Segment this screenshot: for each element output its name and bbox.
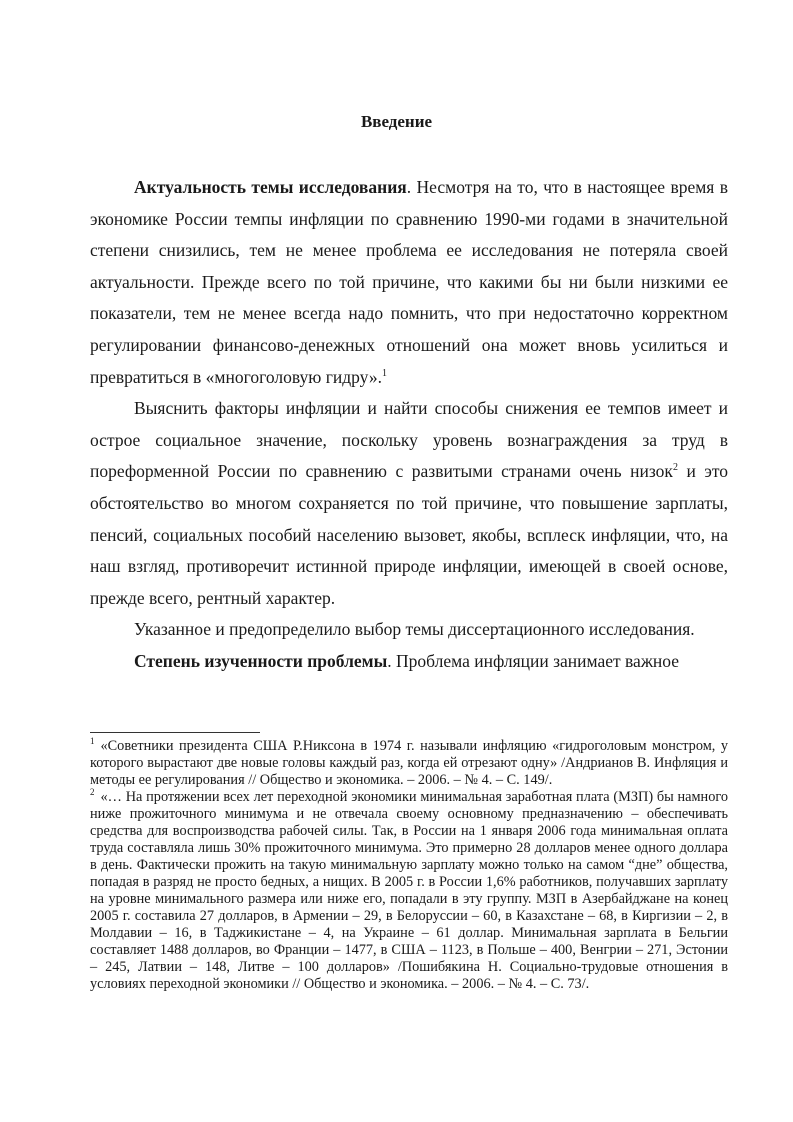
paragraph-factors bbox=[90, 393, 728, 614]
footnote-2-mark: 2 bbox=[90, 787, 95, 798]
footnote-1-text: «Советники президента США Р.Никсона в 1974 г. называли инфляцию «гидроголовым монстром, у которого вырастают две новые головы каждый раз, когда ей отрезают одну» /Андрианов В. Инфляция и методы ее регулирования // Общество и экономика. – 2006. – № 4. – С. 149/. bbox=[90, 738, 728, 788]
factors-text-b: и это обстоятельство во многом сохраняется по той причине, что повышение зарплаты, пенсий, социальных пособий населению вызовет, якобы, всплеск инфляции, что, на наш взгляд, противоречит истинной природе инфляции, имеющей в своей основе, прежде всего, рентный характер. bbox=[90, 461, 728, 608]
factors-text-a: Выяснить факторы инфляции и найти способы снижения ее темпов имеет и острое социальное значение, поскольку уровень вознаграждения за труд в пореформенной России по сравнению с развитыми странами очень низок bbox=[90, 398, 728, 482]
footnote-2 bbox=[90, 789, 728, 993]
footnote-ref-2: 2 bbox=[672, 462, 678, 474]
footnote-divider bbox=[90, 732, 260, 733]
relevance-heading: Актуальность темы исследования bbox=[134, 177, 407, 197]
degree-text: . Проблема инфляции занимает важное bbox=[387, 650, 680, 671]
choice-text: Указанное и предопределило выбор темы диссертационного исследования. bbox=[134, 619, 695, 640]
page-title: Введение bbox=[360, 112, 433, 131]
footnotes bbox=[90, 738, 728, 993]
main-text bbox=[90, 172, 728, 678]
paragraph-degree bbox=[90, 646, 728, 678]
paragraph-choice bbox=[90, 614, 728, 646]
footnote-1-mark: 1 bbox=[90, 736, 95, 747]
relevance-text: . Несмотря на то, что в настоящее время в экономике России темпы инфляции по сравнению 1990-ми годами в значительной степени снизились, тем не менее проблема ее исследования не потеряла своей актуальности. Прежде всего по той причине, что какими бы ни были низкими ее показатели, тем не менее всегда надо помнить, что при недостаточно корректном регулировании финансово-денежных отношений она может вновь усилиться и превратиться в «многоголовую гидру». bbox=[90, 177, 729, 387]
footnote-2-text: «… На протяжении всех лет переходной экономики минимальная заработная плата (МЗП) бы намного ниже прожиточного минимума и не отвечала своему основному предназначению – обеспечивать средства для воспроизводства рабочей силы. Так, в России на 1 января 2006 года минимальная оплата труда составляла лишь 30% прожиточного минимума. Это примерно 28 долларов менее одного доллара в день. Фактически прожить на такую минимальную зарплату можно только на самом “дне” общества, попадая в разряд не просто бедных, а нищих. В 2005 г. в России 1,6% работников, получавших зарплату на уровне минимального размера или ниже его, попадали в эту группу. МЗП в Азербайджане на конец 2005 г. составила 27 долларов, в Армении – 29, в Белоруссии – 60, в Казахстане – 68, в Киргизии – 2, в Молдавии – 16, в Таджикистане – 4, на Украине – 61 доллар. Минимальная зарплата в Бельгии составляет 1488 долларов, во Франции – 1477, в США – 1123, в Польше – 400, Венгрии – 271, Эстонии – 245, Латвии – 148, Литве – 100 долларов» /Пошибякина Н. Социально-трудовые отношения в условиях переходной экономики // Общество и экономика. – 2006. – № 4. – С. 73/. bbox=[90, 789, 728, 992]
paragraph-relevance bbox=[90, 172, 728, 393]
footnote-1 bbox=[90, 738, 728, 789]
degree-heading: Степень изученности проблемы bbox=[134, 650, 388, 671]
footnote-ref-1: 1 bbox=[382, 367, 387, 379]
